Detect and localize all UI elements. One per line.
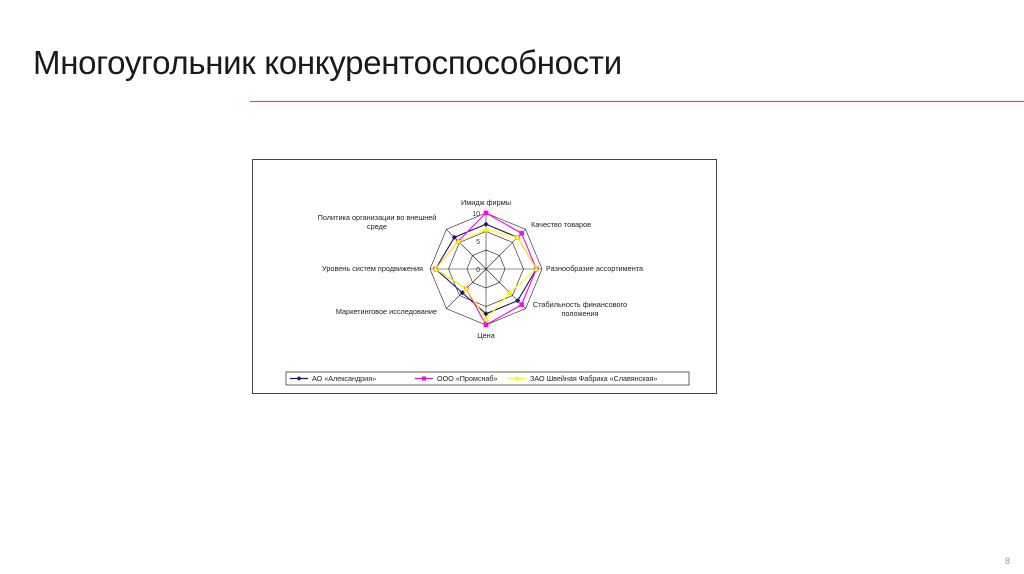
radar-chart-canvas [253,160,718,395]
legend-label: ЗАО Швейная Фабрика «Славянская» [530,374,658,384]
axis-label: Разнообразие ассортимента [546,264,644,273]
series-marker [483,227,489,232]
legend-label: АО «Александрия» [312,374,377,384]
axis-label: Стабильность финансового положения [532,300,628,318]
tick-label: 10 [472,211,480,218]
series-marker [484,211,489,216]
axis-label: Имидж фирмы [461,198,511,207]
series-marker [484,323,489,328]
series-marker [483,222,488,227]
axis-label: Качество товаров [531,220,592,229]
title-divider [250,101,1024,102]
page-number: 8 [1004,556,1010,566]
axis-label: Политика организации во внешней среде [317,213,437,231]
tick-label: 5 [476,239,480,246]
legend-label: ООО «Промснаб» [437,374,498,384]
axis-label: Маркетинговое исследование [335,307,437,316]
radar-chart [252,159,717,394]
axis-label: Цена [477,331,495,340]
slide-title: Многоугольник конкурентоспособности [33,44,622,81]
series-marker [519,231,524,236]
series-marker [519,302,524,307]
tick-label: 0 [476,267,480,274]
legend-marker [422,377,426,381]
axis-label: Уровень систем продвижения [322,264,423,273]
